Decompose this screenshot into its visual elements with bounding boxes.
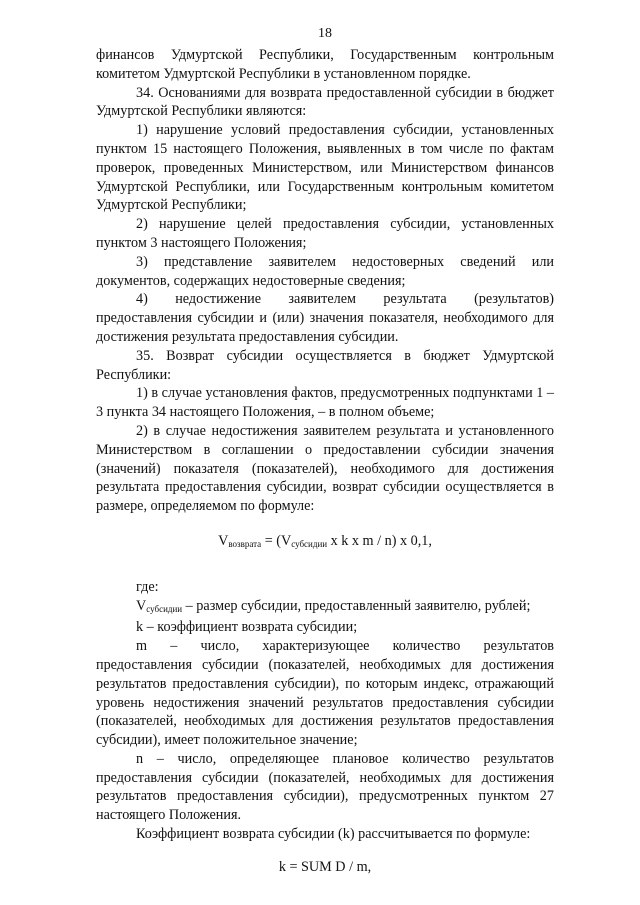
- paragraph: 2) нарушение целей предоставления субсидии, установленных пунктом 3 настоящего Положения;: [96, 216, 554, 251]
- formula-v: V: [218, 532, 229, 549]
- definition-v: [96, 597, 554, 619]
- paragraph: 4) недостижение заявителем результата (результатов) предоставления субсидии и (или) значения показателя, необходимого для достижения результата предоставления субсидии.: [96, 291, 554, 345]
- formula-eq-open: = (V: [261, 532, 292, 549]
- formula-subscript-return: возврата: [228, 538, 262, 549]
- paragraph: Коэффициент возврата субсидии (k) рассчитывается по формуле:: [136, 826, 531, 843]
- return-formula: [96, 532, 554, 554]
- formula-subscript-subsidy: субсидии: [291, 538, 328, 549]
- formula-rest: x k x m / n) x 0,1,: [327, 532, 432, 549]
- definition-m: m – число, характеризующее количество результатов предоставления субсидии (показателей, необходимых для достижения результатов предоставления субсидии), по которым индекс, отражающий уровень недостижения значений результатов предоставления субсидии (показателей, необходимых для достижения результатов предоставления субсидии), имеет положительное значение;: [96, 638, 554, 749]
- paragraph: 1) в случае установления фактов, предусмотренных подпунктами 1 – 3 пункта 34 настоящего Положения, – в полном объеме;: [96, 385, 554, 421]
- definition-n: n – число, определяющее плановое количество результатов предоставления субсидии (показателей, необходимых для достижения результатов предоставления субсидии), предусмотренных пунктом 27 настоящего Положения.: [96, 750, 554, 824]
- definition-k: k – коэффициент возврата субсидии;: [136, 619, 358, 636]
- definition-v-symbol: V: [136, 597, 147, 614]
- definition-v-text: – размер субсидии, предоставленный заявителю, рублей;: [182, 597, 531, 614]
- paragraph: финансов Удмуртской Республики, Государственным контрольным комитетом Удмуртской Республики в установленном порядке.: [96, 47, 554, 82]
- k-formula: k = SUM D / m,: [278, 858, 372, 875]
- definition-v-subscript: субсидии: [146, 603, 183, 614]
- paragraph: 34. Основаниями для возврата предоставленной субсидии в бюджет Удмуртской Республики являются:: [96, 84, 554, 120]
- paragraph: 3) представление заявителем недостоверных сведений или документов, содержащих недостоверные сведения;: [96, 253, 554, 289]
- document-body: [96, 46, 554, 877]
- paragraph: где:: [136, 578, 159, 595]
- page-number: 18: [318, 26, 332, 41]
- paragraph: 35. Возврат субсидии осуществляется в бюджет Удмуртской Республики:: [96, 347, 554, 383]
- paragraph: 2) в случае недостижения заявителем результата и установленного Министерством в соглашении о предоставлении субсидии значения (значений) показателя (показателей), необходимого для достижения результата предоставления субсидии, возврат субсидии осуществляется в размере, определяемом по формуле:: [96, 422, 554, 515]
- paragraph: 1) нарушение условий предоставления субсидии, установленных пунктом 15 настоящего Положения, выявленных в том числе по фактам проверок, проведенных Министерством, или Министерством финансов Удмуртской Республики, или Государственным контрольным комитетом Удмуртской Республики;: [96, 122, 554, 214]
